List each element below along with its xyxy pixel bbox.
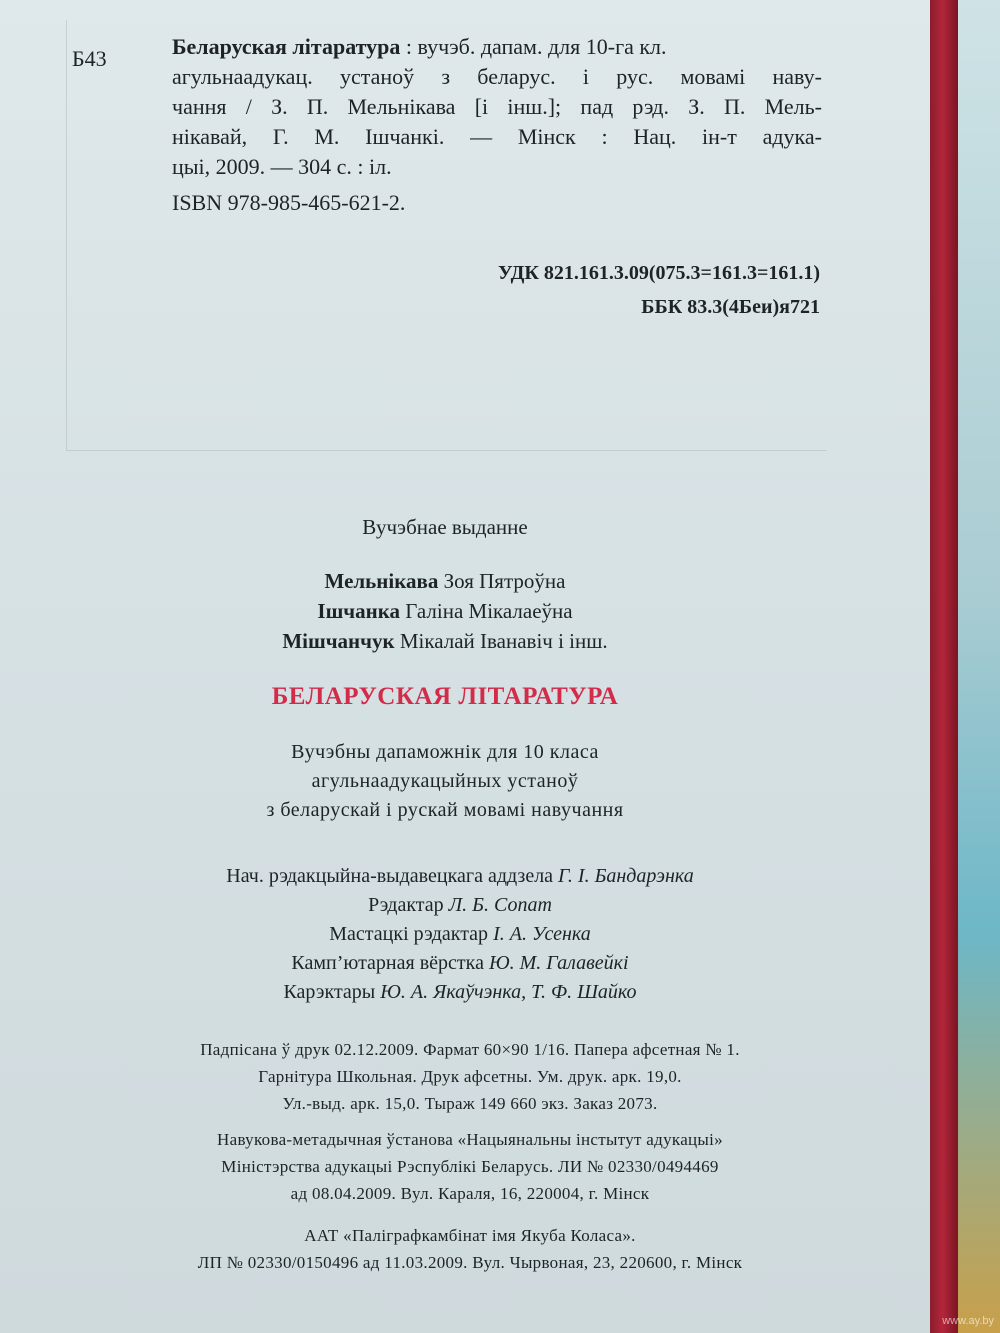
catalog-record [172,32,822,182]
staff-person: І. А. Усенка [493,923,591,945]
staff-person: Ю. М. Галавейкі [488,952,629,974]
catalog-line: цыі, 2009. — 304 с. : іл. [172,154,392,179]
cover-edge [958,0,1000,1333]
catalog-title-line [172,32,822,62]
udk-code: УДК 821.161.3.09(075.3=161.3=161.1) [497,262,820,284]
staff-person: Л. Б. Сопат [448,894,552,916]
staff-row [60,891,860,920]
publisher-line: ад 08.04.2009. Вул. Караля, 16, 220004, г. Мінск [290,1184,650,1203]
printer-line: ЛП № 02330/0150496 ад 11.03.2009. Вул. Чырвоная, 23, 220600, г. Мінск [197,1253,743,1272]
staff-role: Камп’ютарная вёрстка [291,952,484,974]
isbn: ISBN 978-985-465-621-2. [172,190,406,215]
red-book-spine [930,0,958,1333]
author-row [0,626,890,656]
catalog-line: нікавай, Г. М. Ішчанкі. — Мінск : Нац. ін-т адука- [172,124,822,149]
subtitle-line: Вучэбны дапаможнік для 10 класа [291,741,599,763]
staff-row [60,920,860,949]
edition-type: Вучэбнае выданне [362,515,528,539]
staff-role: Нач. рэдакцыйна-выдавецкага аддзела [226,865,554,887]
print-info-line: Ул.-выд. арк. 15,0. Тыраж 149 660 экз. Заказ 2073. [282,1094,658,1113]
staff-list [60,862,860,1007]
publisher-info [60,1126,880,1207]
catalog-code: Б43 [72,46,107,71]
bbk-code: ББК 83.3(4Беи)я721 [641,296,820,318]
author-surname: Мішчанчук [282,629,395,653]
catalog-line: чання / З. П. Мельнікава [і інш.]; пад рэд. З. П. Мель- [172,94,822,119]
watermark: www.ay.by [942,1315,994,1327]
staff-row [60,949,860,978]
catalog-line: агульнаадукац. устаноў з беларус. і рус. мовамі наву- [172,64,822,89]
main-title: БЕЛАРУСКАЯ ЛІТАРАТУРА [271,683,619,710]
staff-row [60,862,860,891]
staff-role: Рэдактар [368,894,444,916]
subtitle [0,738,890,825]
printer-line: ААТ «Паліграфкамбінат імя Якуба Коласа». [304,1226,636,1245]
staff-person: Ю. А. Якаўчэнка, Т. Ф. Шайко [380,981,637,1003]
author-row [0,596,890,626]
catalog-title-rest: : вучэб. дапам. для 10-га кл. [400,34,667,59]
author-name: Зоя Пятроўна [443,569,566,593]
print-info-line: Падпісана ў друк 02.12.2009. Фармат 60×90 1/16. Папера афсетная № 1. [200,1040,740,1059]
author-name: Мікалай Іванавіч і інш. [399,629,608,653]
publisher-line: Міністэрства адукацыі Рэспублікі Беларусь. ЛИ № 02330/0494469 [221,1157,719,1176]
authors-list [0,566,890,656]
staff-person: Г. І. Бандарэнка [558,865,694,887]
print-info-line: Гарнітура Школьная. Друк афсетны. Ум. друк. арк. 19,0. [258,1067,682,1086]
author-surname: Ішчанка [317,599,401,623]
print-info [60,1036,880,1117]
catalog-title: Беларуская літаратура [172,34,401,59]
author-name: Галіна Мікалаеўна [405,599,573,623]
author-row [0,566,890,596]
publisher-line: Навукова-метадычная ўстанова «Нацыянальны інстытут адукацыі» [217,1130,723,1149]
staff-role: Мастацкі рэдактар [329,923,489,945]
staff-row [60,978,860,1007]
subtitle-line: агульнаадукацыйных устаноў [311,770,579,792]
staff-role: Карэктары [283,981,376,1003]
printer-info [40,1222,900,1276]
subtitle-line: з беларускай і рускай мовамі навучання [266,799,624,821]
author-surname: Мельнікава [324,569,439,593]
